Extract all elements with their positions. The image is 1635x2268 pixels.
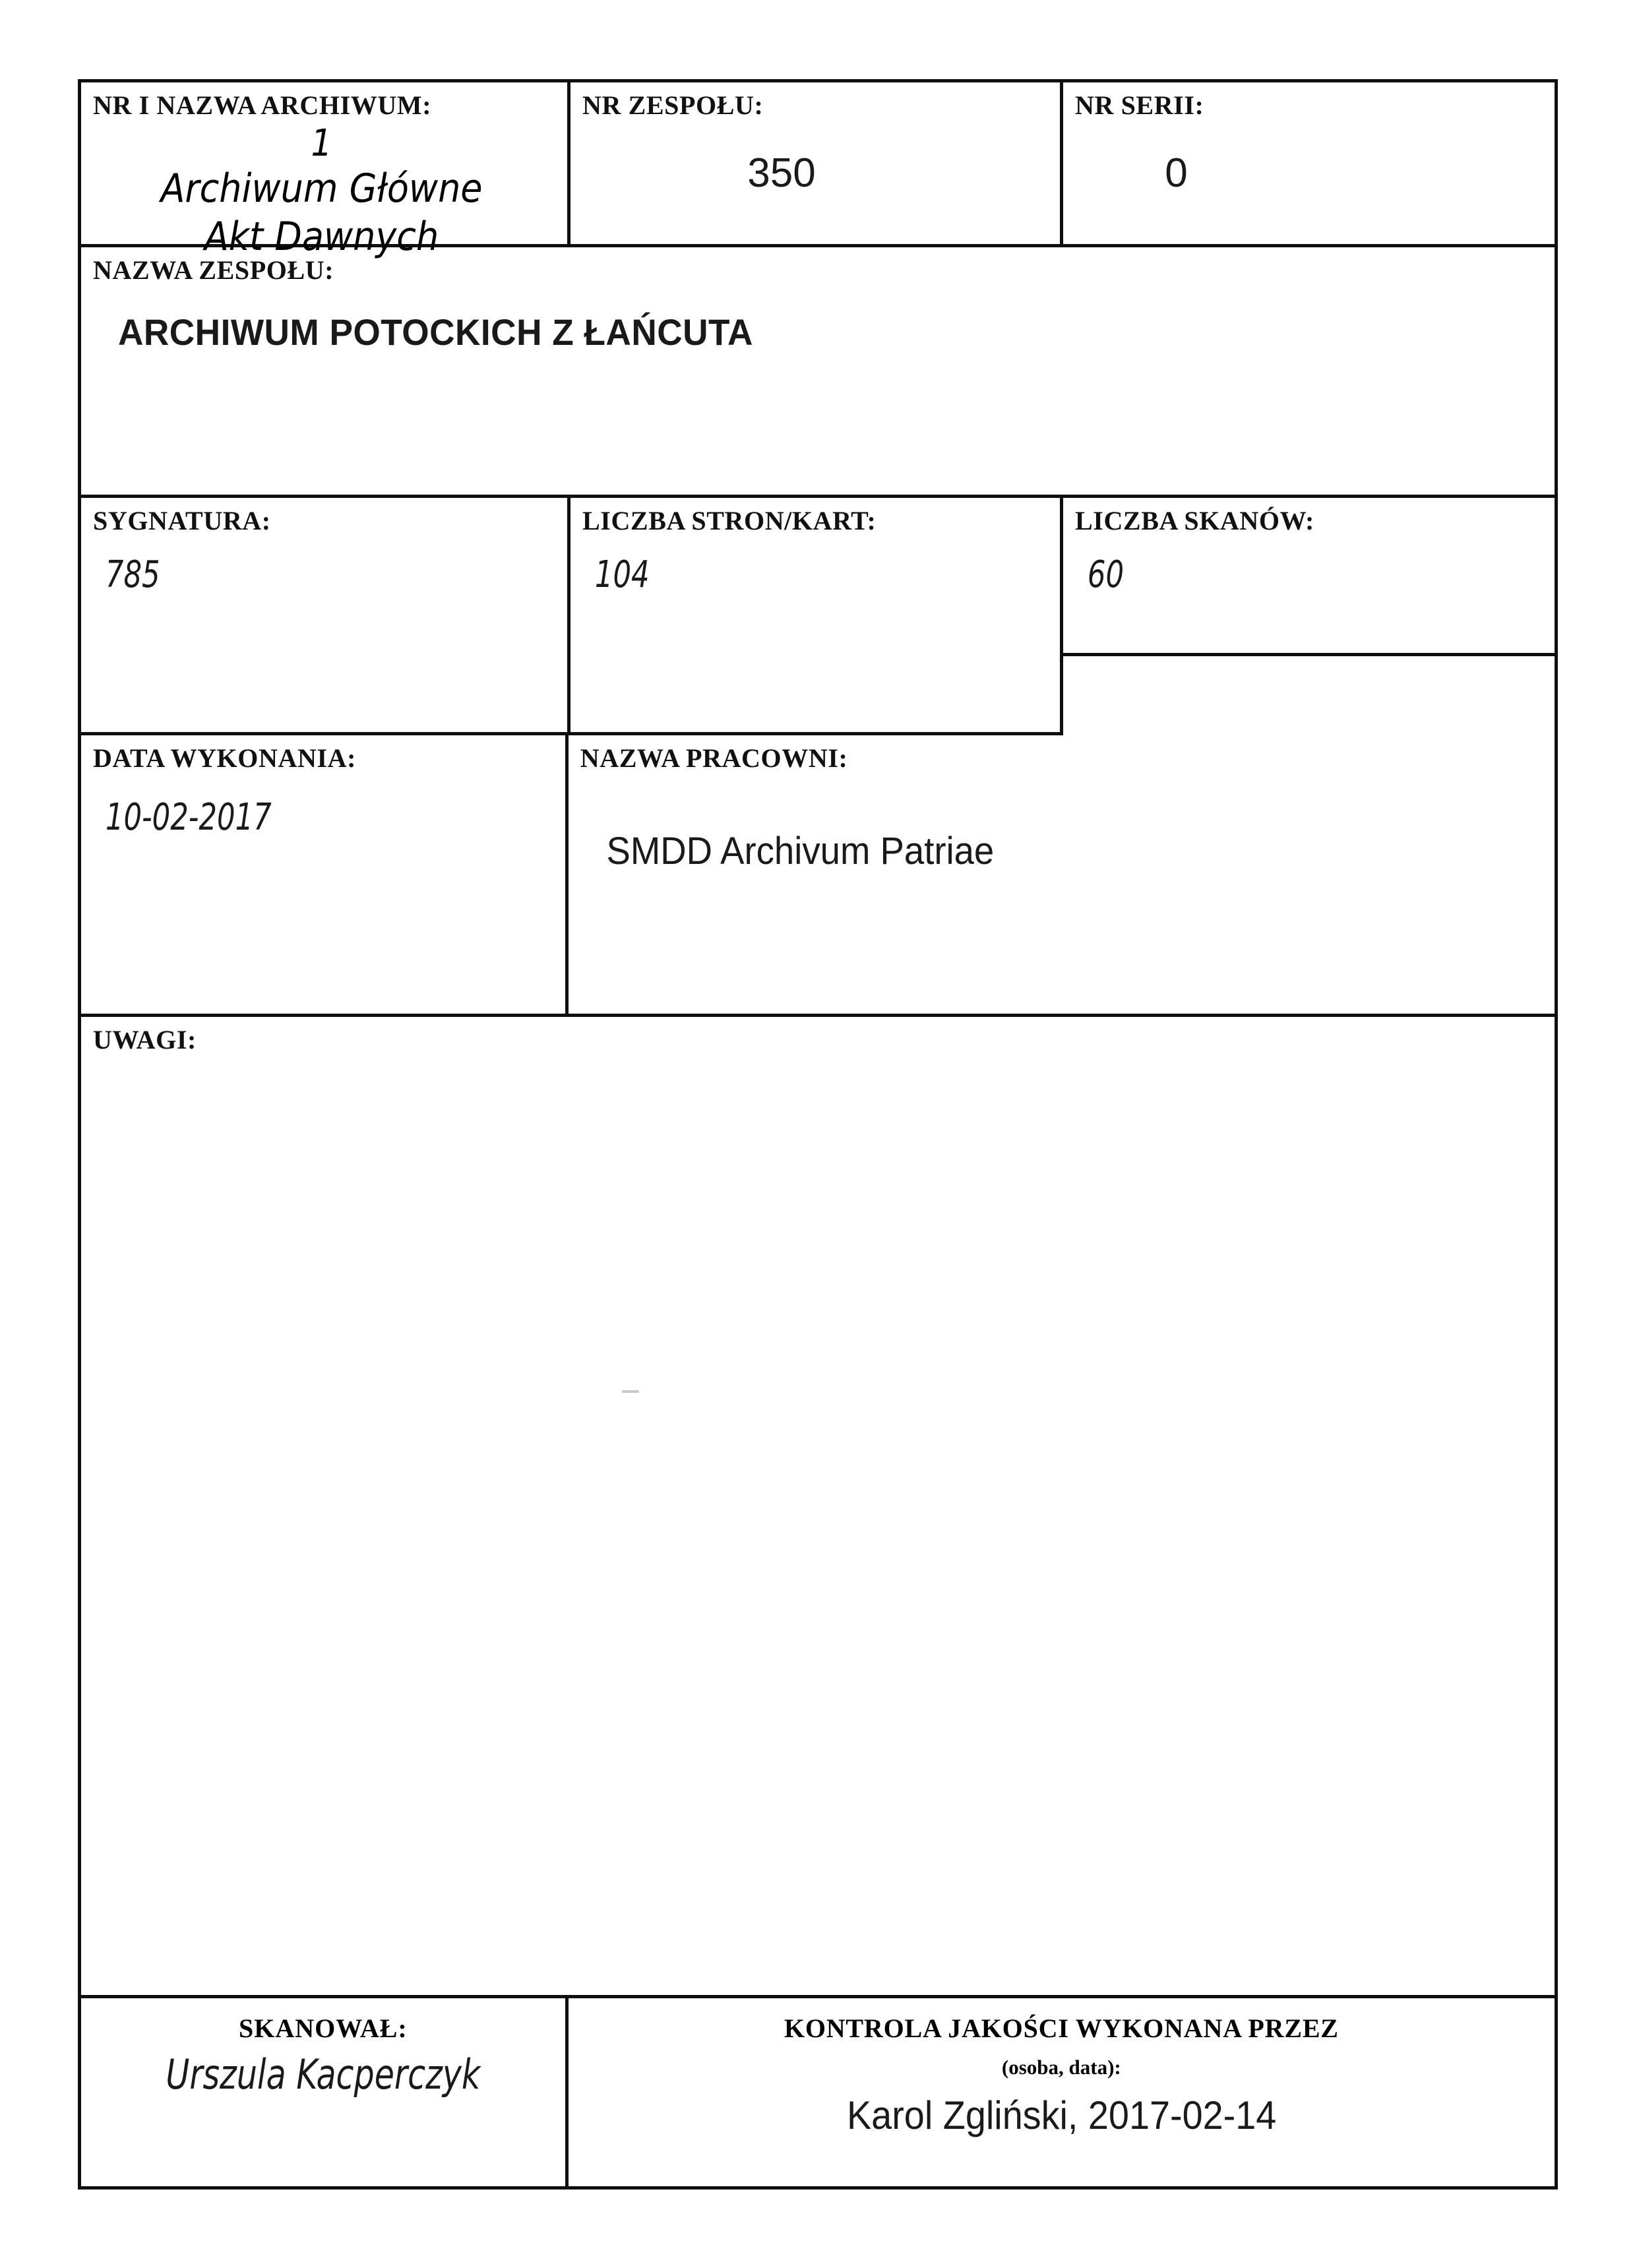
scan-smudge-artifact: [622, 1390, 639, 1393]
label-fonds-number: NR ZESPOŁU:: [582, 90, 764, 120]
table-row-archive-identification: [81, 82, 1555, 260]
label-scanned-by: SKANOWAŁ:: [239, 2013, 408, 2043]
value-pages-count: 104: [594, 553, 650, 596]
cell-pages-count: [571, 498, 1063, 735]
metadata-form-table: [78, 79, 1558, 2190]
label-scans-count: LICZBA SKANÓW:: [1075, 506, 1314, 536]
value-archive-name-line2: Akt Dawnych: [204, 213, 439, 260]
label-execution-date: DATA WYKONANIA:: [93, 743, 357, 773]
cell-archive-name: [81, 82, 571, 260]
value-scans-count: 60: [1087, 553, 1125, 596]
label-remarks: UWAGI:: [93, 1025, 197, 1055]
table-row-remarks: [81, 1017, 1555, 1998]
value-fonds-name: ARCHIWUM POTOCKICH Z ŁAŃCUTA: [118, 311, 753, 353]
cell-scanned-by: [81, 1998, 569, 2190]
label-pages-count: LICZBA STRON/KART:: [582, 506, 877, 536]
cell-remarks: [81, 1017, 1555, 1998]
cell-series-number: [1063, 82, 1555, 247]
table-row-execution: [81, 735, 1555, 1017]
value-quality-control: Karol Zgliński, 2017-02-14: [846, 2093, 1277, 2137]
cell-fonds-name: [81, 247, 1555, 498]
cell-fonds-number: [571, 82, 1063, 247]
label-fonds-name: NAZWA ZESPOŁU:: [93, 255, 334, 285]
value-studio-name: SMDD Archivum Patriae: [606, 830, 994, 873]
sublabel-quality-control: (osoba, data):: [1001, 2056, 1121, 2079]
cell-studio-name: [569, 735, 1555, 1017]
cell-signature: [81, 498, 571, 735]
value-signature: 785: [105, 553, 160, 596]
value-scanned-by: Urszula Kacperczyk: [166, 2050, 481, 2099]
cell-execution-date: [81, 735, 569, 1017]
cell-scans-count: [1063, 498, 1555, 656]
table-row-fonds-name: [81, 247, 1555, 498]
label-studio-name: NAZWA PRACOWNI:: [580, 743, 848, 773]
cell-quality-control: [569, 1998, 1555, 2190]
label-archive-name: NR I NAZWA ARCHIWUM:: [93, 90, 432, 120]
label-signature: SYGNATURA:: [93, 506, 271, 536]
label-quality-control: KONTROLA JAKOŚCI WYKONANA PRZEZ: [784, 2013, 1339, 2043]
label-series-number: NR SERII:: [1075, 90, 1204, 120]
table-row-signatures: [81, 1998, 1555, 2190]
table-row-counts: [81, 498, 1555, 735]
value-fonds-number: 350: [747, 150, 816, 196]
value-series-number: 0: [1165, 150, 1188, 196]
archive-value-block: [93, 123, 567, 261]
value-archive-number: 1: [311, 122, 332, 165]
value-archive-name-line1: Archiwum Główne: [160, 165, 483, 212]
value-execution-date: 10-02-2017: [105, 796, 272, 839]
